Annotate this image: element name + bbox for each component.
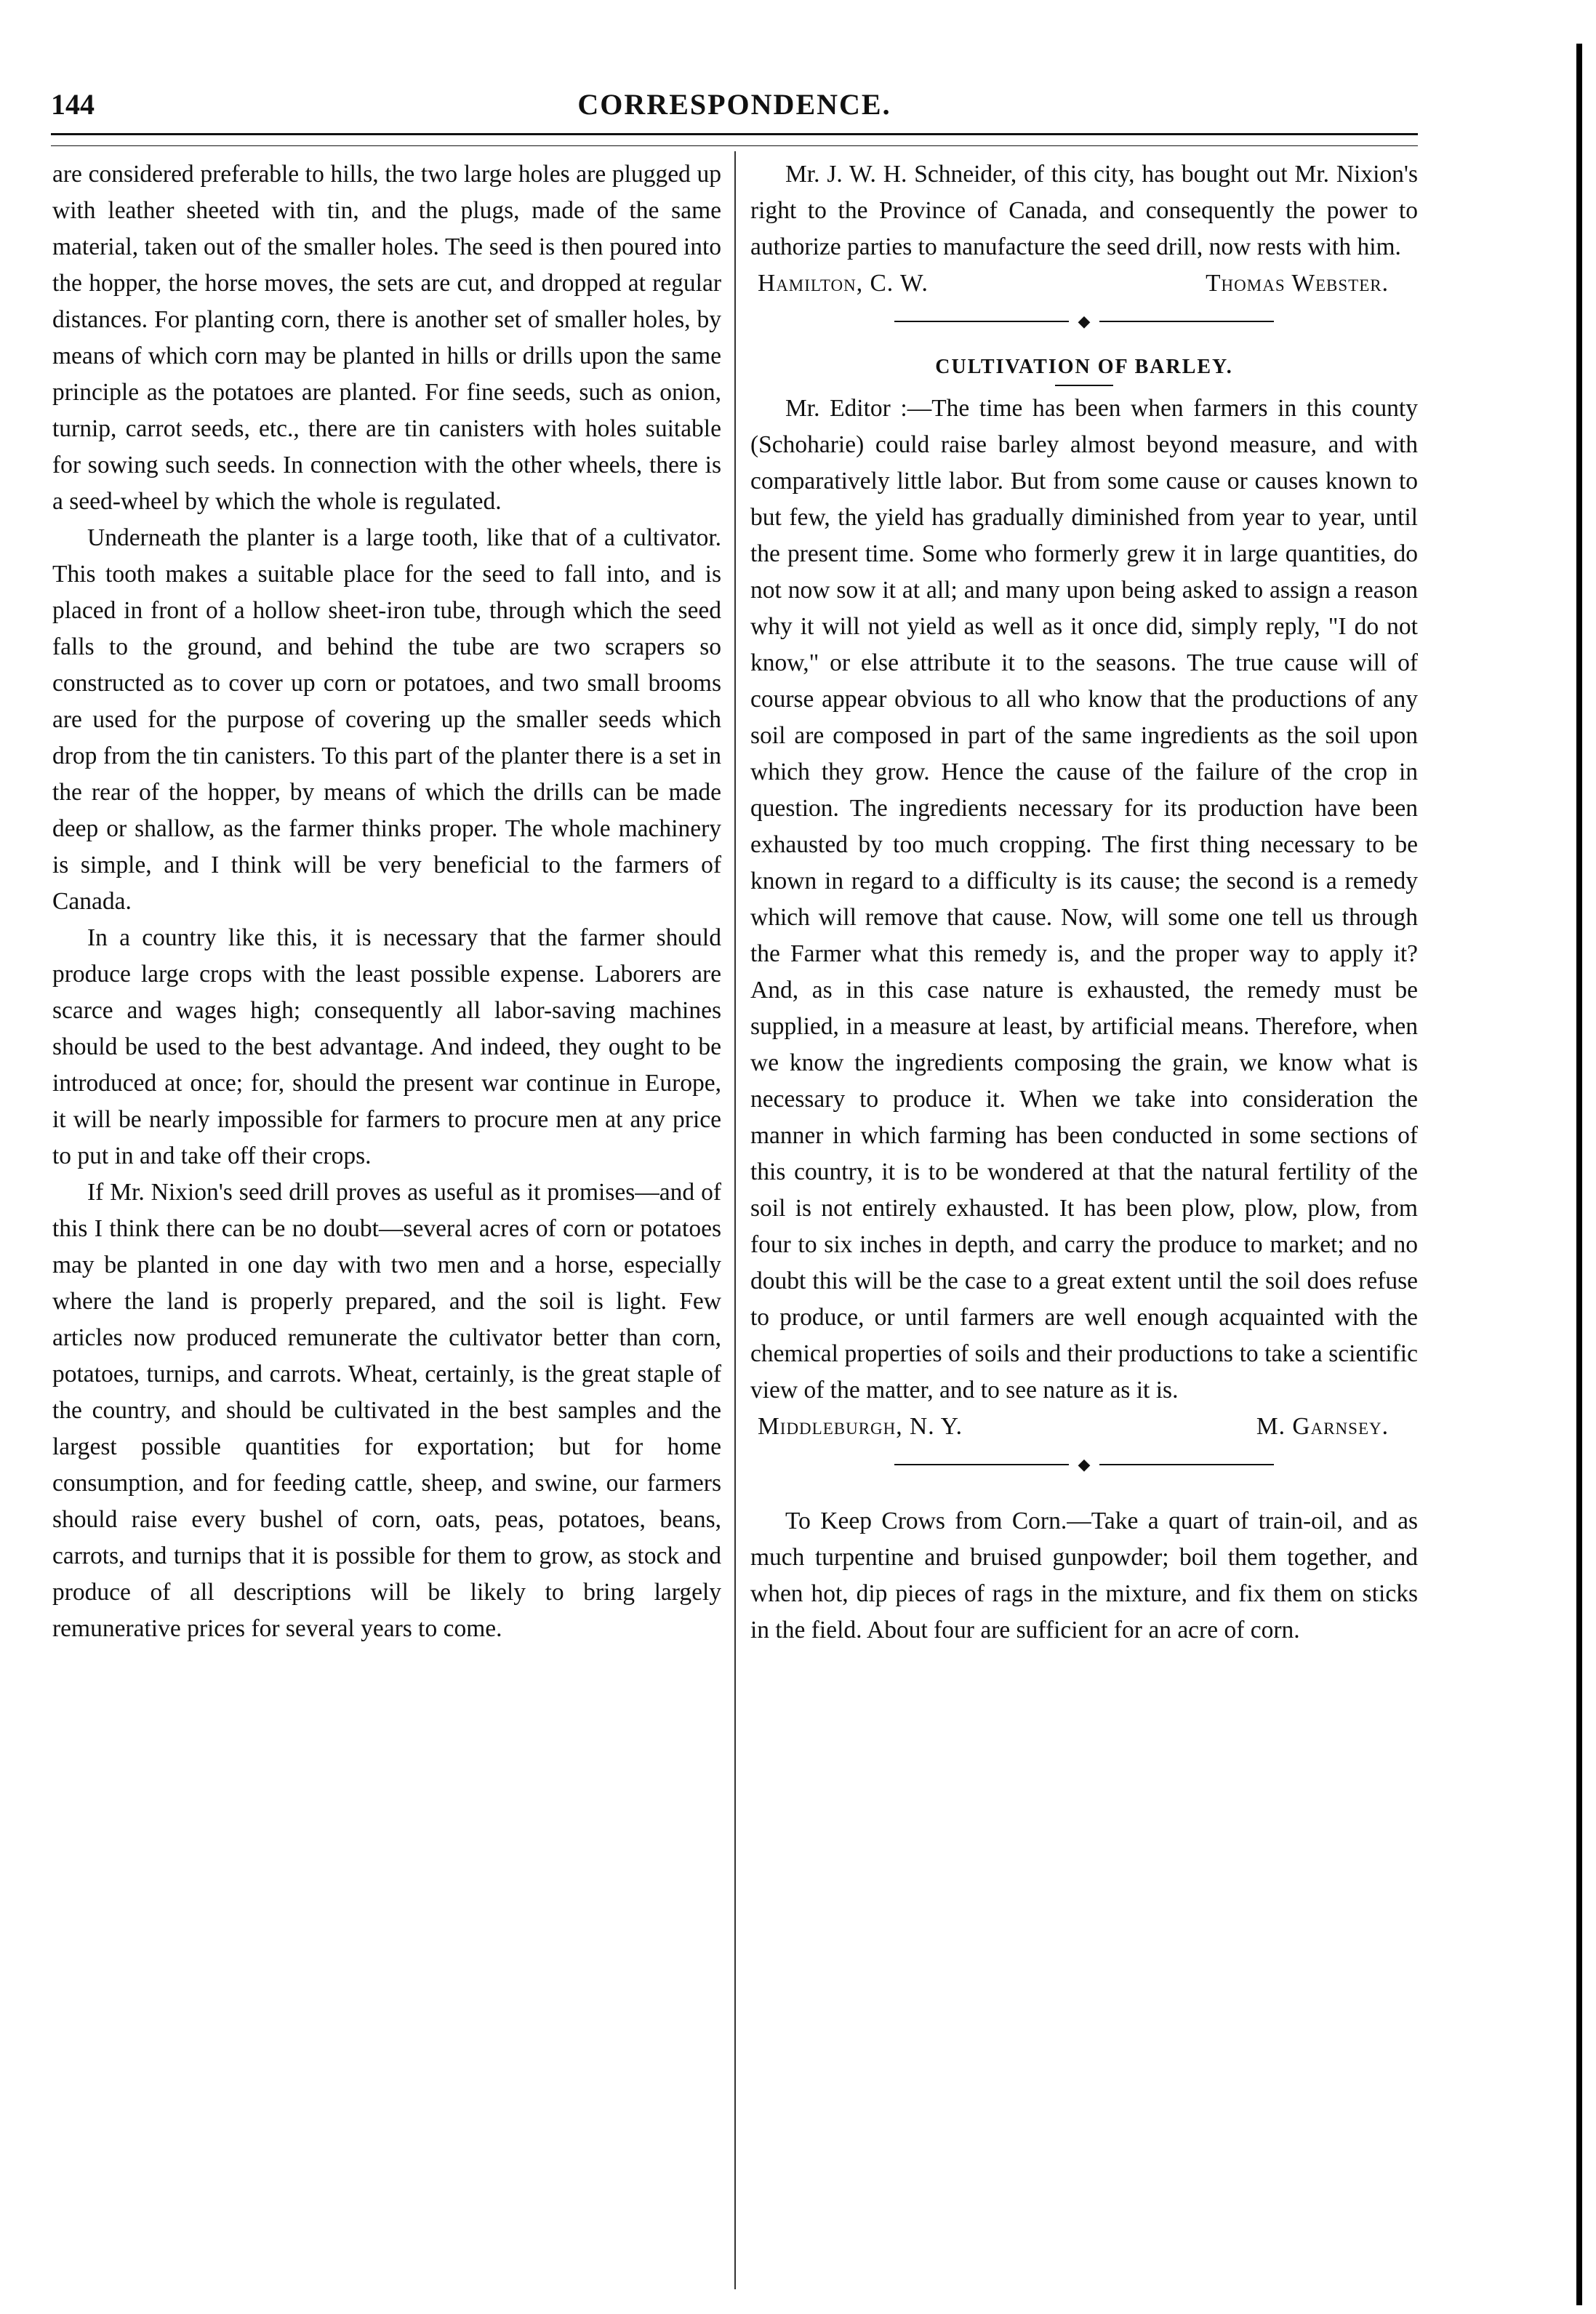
title-rule — [1055, 385, 1113, 386]
ornament-icon: ◆ — [1078, 1455, 1091, 1474]
paragraph: Underneath the planter is a large tooth, like that of a cultivator. This tooth makes a suitable place for the seed to fall into, and is placed in front of a hollow sheet-iron tube, through which the seed falls to the ground, and behind the tube are two scrapers so constructed as to cover up corn or potatoes, and two small brooms are used for the purpose of covering up the smaller seeds which drop from the tin canisters. To this part of the planter there is a set in the rear of the hopper, by means of which the drills can be made deep or shallow, as the farmer thinks proper. The whole machinery is simple, and I think will be very beneficial to the farmers of Canada. — [52, 524, 721, 915]
signature-place: Middleburgh, N. Y. — [758, 1413, 963, 1440]
running-head: CORRESPONDENCE. — [577, 88, 891, 121]
signature-place: Hamilton, C. W. — [758, 270, 929, 297]
signature-name: Thomas Webster. — [1206, 270, 1389, 297]
signature — [750, 265, 1418, 302]
page-header — [51, 87, 1418, 131]
column-divider — [734, 151, 736, 2289]
ornament-icon: ◆ — [1078, 312, 1091, 331]
signature-name: M. Garnsey. — [1256, 1413, 1389, 1440]
separator-line — [894, 321, 1069, 322]
separator-line — [894, 1464, 1069, 1465]
right-column — [750, 156, 1418, 2280]
separator-line — [1099, 1464, 1274, 1465]
signature — [750, 1409, 1418, 1445]
page-edge-bar — [1576, 44, 1582, 2305]
separator-line — [1099, 321, 1274, 322]
header-rule — [51, 133, 1418, 146]
spacer — [750, 1481, 1418, 1503]
paragraph: are considered preferable to hills, the two large holes are plugged up with leather sheeted with tin, and the plugs, made of the same material, taken out of the smaller holes. The seed is then poured into the hopper, the horse moves, the sets are cut, and dropped at regular distances. For planting corn, there is another set of smaller holes, by means of which corn may be planted in hills or drills upon the same principle as the potatoes are planted. For fine seeds, such as onion, turnip, carrot seeds, etc., there are tin canisters with holes suitable for sowing such seeds. In connection with the other wheels, there is a seed-wheel by which the whole is regulated. — [52, 161, 721, 515]
paragraph: Mr. J. W. H. Schneider, of this city, has bought out Mr. Nixion's right to the Province of Canada, and consequently the power to authorize parties to manufacture the seed drill, now rests with him. — [750, 161, 1418, 260]
left-column — [52, 156, 721, 2280]
article-title: CULTIVATION OF BARLEY. — [935, 356, 1233, 378]
section-separator — [750, 302, 1418, 338]
paragraph: In a country like this, it is necessary that the farmer should produce large crops with the least possible expense. Laborers are scarce and wages high; consequently all labor-saving machines should be used to the best advantage. And indeed, they ought to be introduced at once; for, should the present war continue in Europe, it will be nearly impossible for farmers to procure men at any price to put in and take off their crops. — [52, 924, 721, 1169]
paragraph: Mr. Editor :—The time has been when farmers in this county (Schoharie) could raise barley almost beyond measure, and with comparatively little labor. But from some cause or causes known to but few, the yield has gradually diminished from year to year, until the present time. Some who formerly grew it in large quantities, do not now sow it at all; and many upon being asked to assign a reason why it will not yield as well as it once did, simply reply, "I do not know," or else attribute it to the seasons. The true cause will of course appear obvious to all who know that the productions of any soil are composed in part of the same ingredients as the soil upon which they grow. Hence the cause of the failure of the crop in question. The ingredients necessary for its production have been exhausted by too much cropping. The first thing necessary to be known in regard to a difficulty is its cause; the second is a remedy which will remove that cause. Now, will some one tell us through the Farmer what this remedy is, and the proper way to apply it? And, as in this case nature is exhausted, the remedy must be supplied, in a measure at least, by artificial means. Therefore, when we know the ingredients composing the grain, we know what is necessary to produce it. When we take into consideration the manner in which farming has been conducted in some sections of this country, it is to be wondered at that the natural fertility of the soil is not entirely exhausted. It has been plow, plow, plow, from four to six inches in depth, and carry the produce to market; and no doubt this will be the case to a great extent until the soil does refuse to produce, or until farmers are well enough acquainted with the chemical properties of soils and their productions to take a scientific view of the matter, and to see nature as it is. — [750, 395, 1418, 1404]
paragraph: If Mr. Nixion's seed drill proves as useful as it promises—and of this I think there can be no doubt—several acres of corn or potatoes may be planted in one day with two men and a horse, especially where the land is properly prepared, and the soil is light. Few articles now produced remunerate the cultivator better than corn, potatoes, turnips, and carrots. Wheat, certainly, is the great staple of the country, and should be cultivated in the best samples and the largest possible quantities for exportation; but for home consumption, and for feeding cattle, sheep, and swine, our farmers should raise every bushel of corn, oats, peas, potatoes, beans, carrots, and turnips that it is possible for them to grow, as stock and produce of all descriptions will be likely to bring largely remunerative prices for several years to come. — [52, 1179, 721, 1642]
page-number: 144 — [51, 88, 95, 121]
section-separator — [750, 1445, 1418, 1481]
paragraph: To Keep Crows from Corn.—Take a quart of train-oil, and as much turpentine and bruised gunpowder; boil them together, and when hot, dip pieces of rags in the mixture, and fix them on sticks in the field. About four are sufficient for an acre of corn. — [750, 1508, 1418, 1644]
